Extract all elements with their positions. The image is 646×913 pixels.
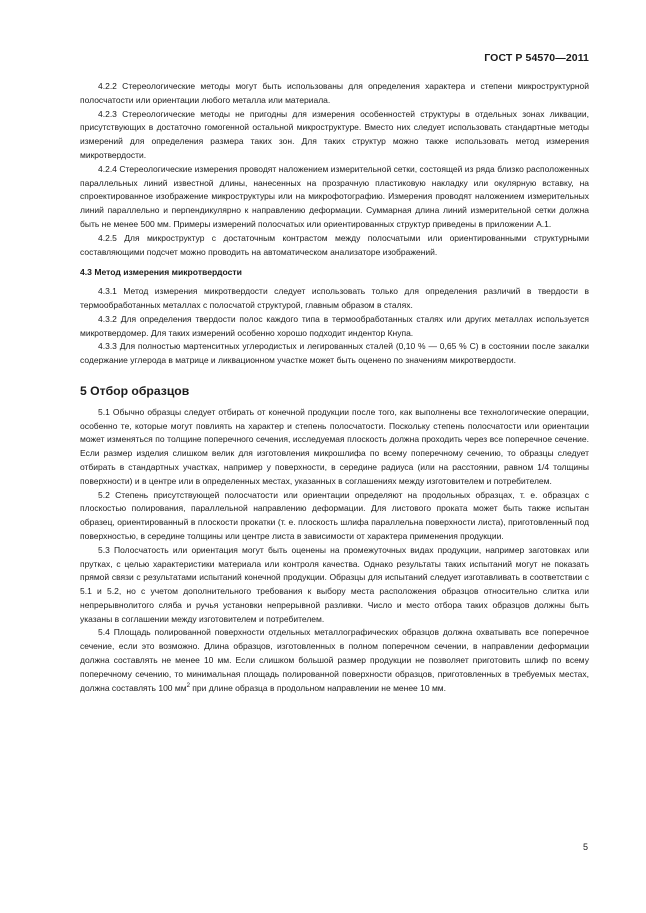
paragraph-5-2: 5.2 Степень присутствующей полосчатости или ориентации определяют на продольных образцах, т. е. образцах с плоскостью полирования, параллельной направлению деформации. Для листового проката может быть также испытан образец, ориентированный в плоскости прокатки (т. е. плоскость шлифа параллельна поверхности листа), приготовленный под поверхностью, в середине толщины или центре листа в зависимости от характера применения продукции. xyxy=(80,489,589,541)
paragraph-5-1: 5.1 Обычно образцы следует отбирать от конечной продукции после того, как выполнены все технологические операции, особенно те, которые могут повлиять на характер и степень полосчатости. Поскольку степень полосчатости или ориентации может изменяться по толщине поперечного сечения, исследуемая плоскость должна проходить через все поперечное сечение. Если размер изделия слишком велик для изготовления микрошлифа по всему поперечному сечению, то образцы следует отбирать в стандартных участках, например у поверхности, в середине радиуса (или на расстоянии, равном 1/4 толщины поверхности) и в центре или в определенных местах, указанных в соглашениях между изготовителем и потребителем. xyxy=(80,406,589,486)
paragraph-4-3-2: 4.3.2 Для определения твердости полос каждого типа в термообработанных сталях или других металлах используется микротвердомер. Для таких измерений особенно хорошо подходит индентор Кнупа. xyxy=(80,313,589,338)
subsection-4-3-heading: 4.3 Метод измерения микротвердости xyxy=(80,267,242,278)
paragraph-4-2-4: 4.2.4 Стереологические измерения проводят наложением измерительной сетки, состоящей из ряда близко расположенных параллельных линий известной длины, нанесенных на прозрачную пластиковую накладку или окулярную вставку, на спроектированное изображение микроструктуры или на микрофотографию. Измерения проводят наложением измерительных линий параллельно и перпендикулярно к направлению деформации. Суммарная длина линий измерительной сетки должна быть не менее 500 мм. Примеры измерений полосчатых или ориентированных структур приведены в приложении А.1. xyxy=(80,163,589,229)
section-5-heading: 5 Отбор образцов xyxy=(80,383,190,398)
paragraph-4-3-1: 4.3.1 Метод измерения микротвердости следует использовать только для определения различий в твердости в термообработанных металлах с полосчатой структурой, главным образом в сталях. xyxy=(80,286,589,310)
paragraph-4-2-3: 4.2.3 Стереологические методы не пригодны для измерения особенностей структуры в отдельных зонах ликвации, присутствующих в достаточно гомогенной остальной микроструктуре. Вместо них следует использовать стандартные методы измерений для определения размера таких зон. Для таких структур можно также использовать метод измерения микротвердости. xyxy=(80,108,589,160)
superscript-squared: 2 xyxy=(186,682,190,689)
paragraph-5-4-text-end: при длине образца в продольном направлении не менее 10 мм. xyxy=(189,682,447,693)
page-number: 5 xyxy=(582,842,588,852)
paragraph-4-2-5: 4.2.5 Для микроструктур с достаточным контрастом между полосчатыми или ориентированными структурными составляющими подсчет можно проводить на автоматическом анализаторе изображений. xyxy=(80,232,589,257)
paragraph-4-3-3: 4.3.3 Для полностью мартенситных углеродистых и легированных сталей (0,10 % — 0,65 % С) в состоянии после закалки содержание углерода в матрице и ликвационном участке может быть оценено по значениям микротвердости. xyxy=(80,341,589,366)
document-body xyxy=(80,80,589,695)
document-header: ГОСТ Р 54570—2011 xyxy=(484,52,589,64)
paragraph-5-4-text: 5.4 Площадь полированной поверхности отдельных металлографических образцов должна охватывать все поперечное сечение, если это возможно. Длина образцов, изготовленных в полном поперечном сечении, в направлении деформации должна составлять не менее 10 мм. Если слишком большой размер продукции не позволяет приготовить шлиф по всему поперечному сечению, то минимальная площадь полированной поверхности образцов, приготовленных в требуемых местах, должна составлять 100 мм xyxy=(80,627,589,693)
paragraph-4-2-2: 4.2.2 Стереологические методы могут быть использованы для определения характера и степени микроструктурной полосчатости или ориентации любого металла или материала. xyxy=(80,81,589,105)
paragraph-5-3: 5.3 Полосчатость или ориентация могут быть оценены на промежуточных видах продукции, например заготовках или прутках, с целью характеристики материала или контроля качества. Однако результаты таких испытаний могут не показать прямой связи с результатами испытаний конечной продукции. Образцы для испытаний следует изготавливать в соответствии с 5.1 и 5.2, но с учетом дополнительного требования к выбору места расположения образцов относительно слитка или непрерывнолитого сляба и ручья установки непрерывной разливки. Число и место отбора таких образцов должны быть указаны в соглашении между изготовителем и потребителем. xyxy=(80,544,589,624)
paragraph-5-4 xyxy=(80,626,589,695)
